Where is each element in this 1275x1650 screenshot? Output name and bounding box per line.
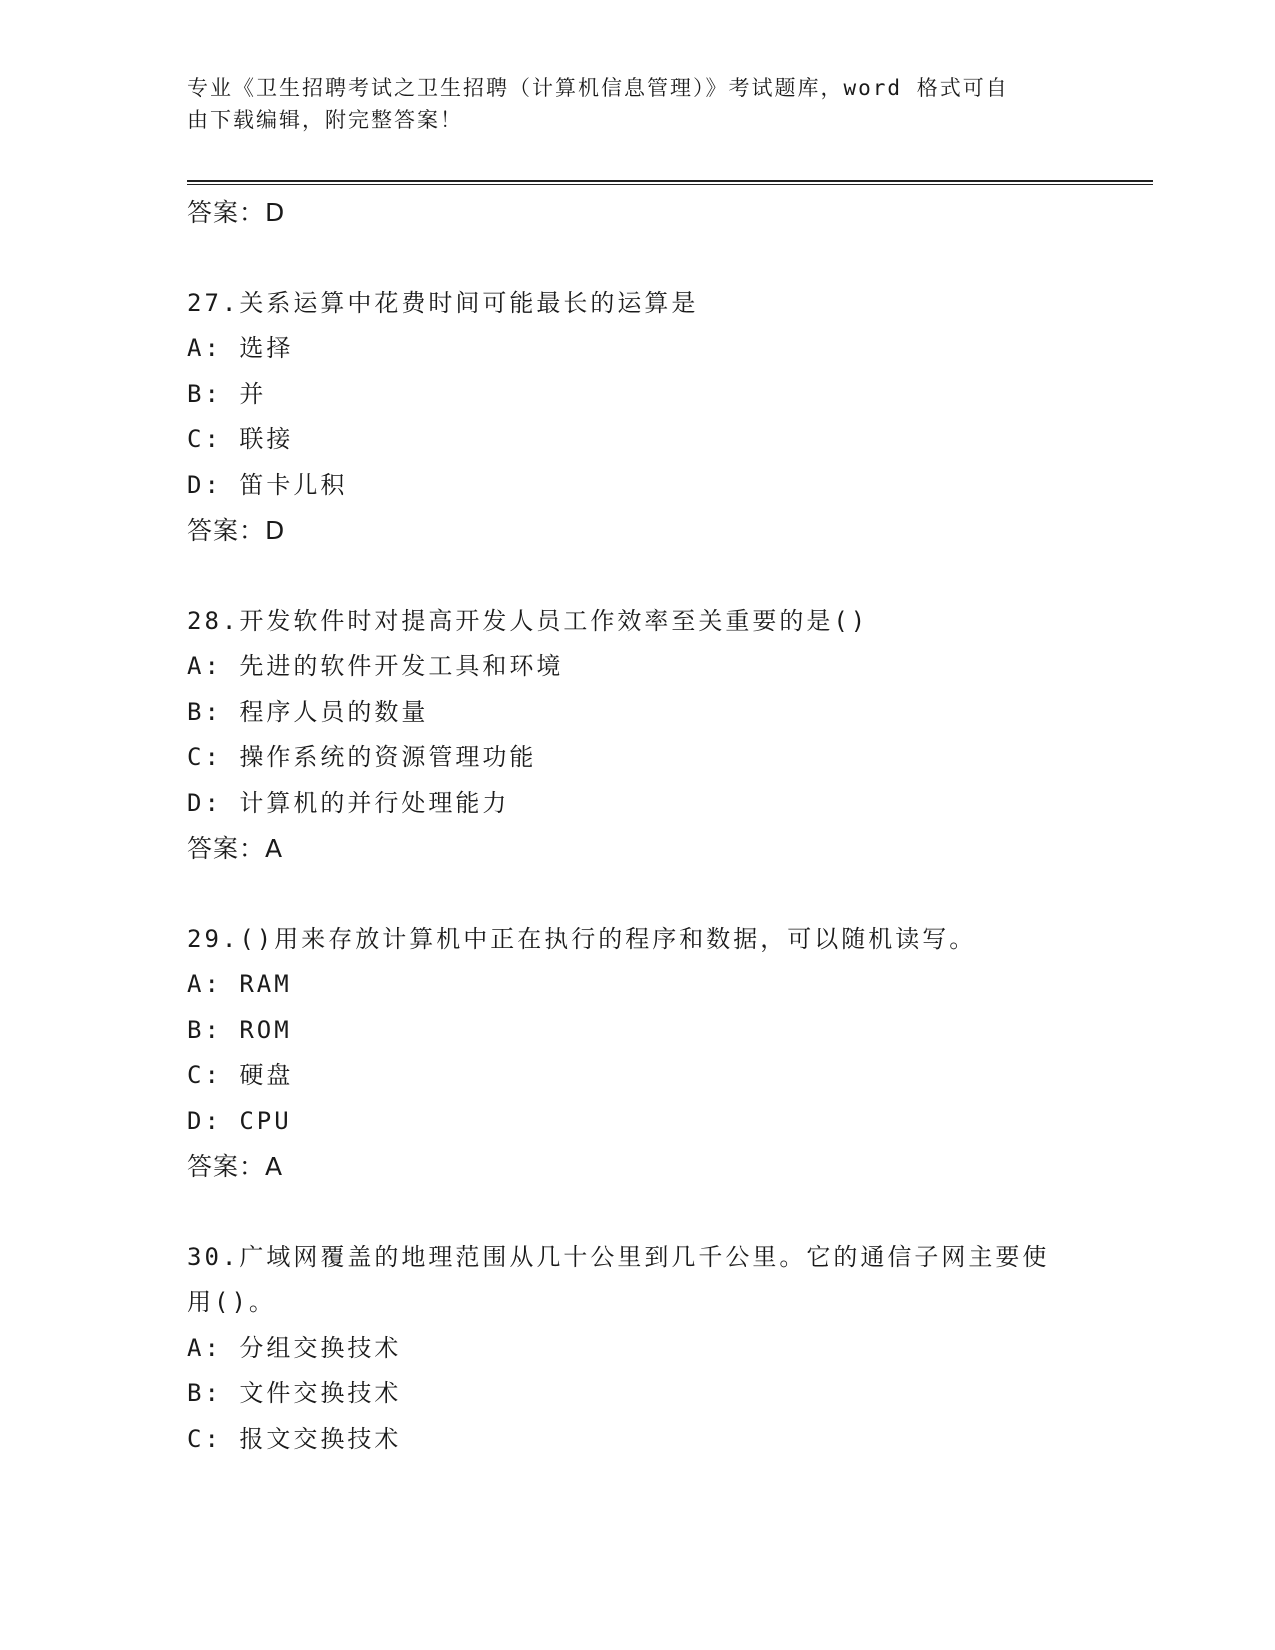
- option-d: D: 笛卡儿积: [187, 470, 348, 499]
- answer-line: 答案：A: [187, 834, 284, 863]
- header-divider-thick: [187, 180, 1153, 182]
- question-block: [187, 917, 1087, 1190]
- question-text: 28.开发软件时对提高开发人员工作效率至关重要的是(): [187, 606, 869, 635]
- question-block: [187, 1235, 1087, 1463]
- option-a: A: RAM: [187, 970, 292, 998]
- question-block: [187, 599, 1087, 872]
- question-text: 27.关系运算中花费时间可能最长的运算是: [187, 288, 699, 317]
- header-line-1: 专业《卫生招聘考试之卫生招聘（计算机信息管理）》考试题库，word 格式可自: [187, 76, 1009, 100]
- option-c: C: 联接: [187, 425, 294, 453]
- option-a: A: 先进的软件开发工具和环境: [187, 652, 564, 680]
- answer-line: 答案：D: [187, 198, 286, 227]
- option-b: B: 文件交换技术: [187, 1379, 402, 1407]
- option-b: B: 并: [187, 379, 267, 408]
- header-line-2: 由下载编辑，附完整答案！: [187, 108, 463, 132]
- option-a: A: 分组交换技术: [187, 1333, 402, 1362]
- option-d: D: CPU: [187, 1106, 292, 1135]
- answer-line: 答案：D: [187, 516, 286, 545]
- option-c: C: 硬盘: [187, 1061, 294, 1089]
- option-d: D: 计算机的并行处理能力: [187, 788, 510, 817]
- option-b: B: 程序人员的数量: [187, 697, 429, 726]
- question-text: 30.广域网覆盖的地理范围从几十公里到几千公里。它的通信子网主要使用()。: [187, 1242, 1050, 1316]
- option-c: C: 报文交换技术: [187, 1424, 402, 1453]
- option-a: A: 选择: [187, 334, 294, 362]
- document-header: [187, 72, 1067, 136]
- question-text: 29.()用来存放计算机中正在执行的程序和数据，可以随机读写。: [187, 924, 977, 953]
- question-list: [187, 190, 1087, 1462]
- question-block: [187, 281, 1087, 554]
- answer-line: 答案：A: [187, 1152, 284, 1181]
- option-b: B: ROM: [187, 1015, 292, 1044]
- header-divider-thin: [187, 184, 1153, 185]
- option-c: C: 操作系统的资源管理功能: [187, 743, 537, 771]
